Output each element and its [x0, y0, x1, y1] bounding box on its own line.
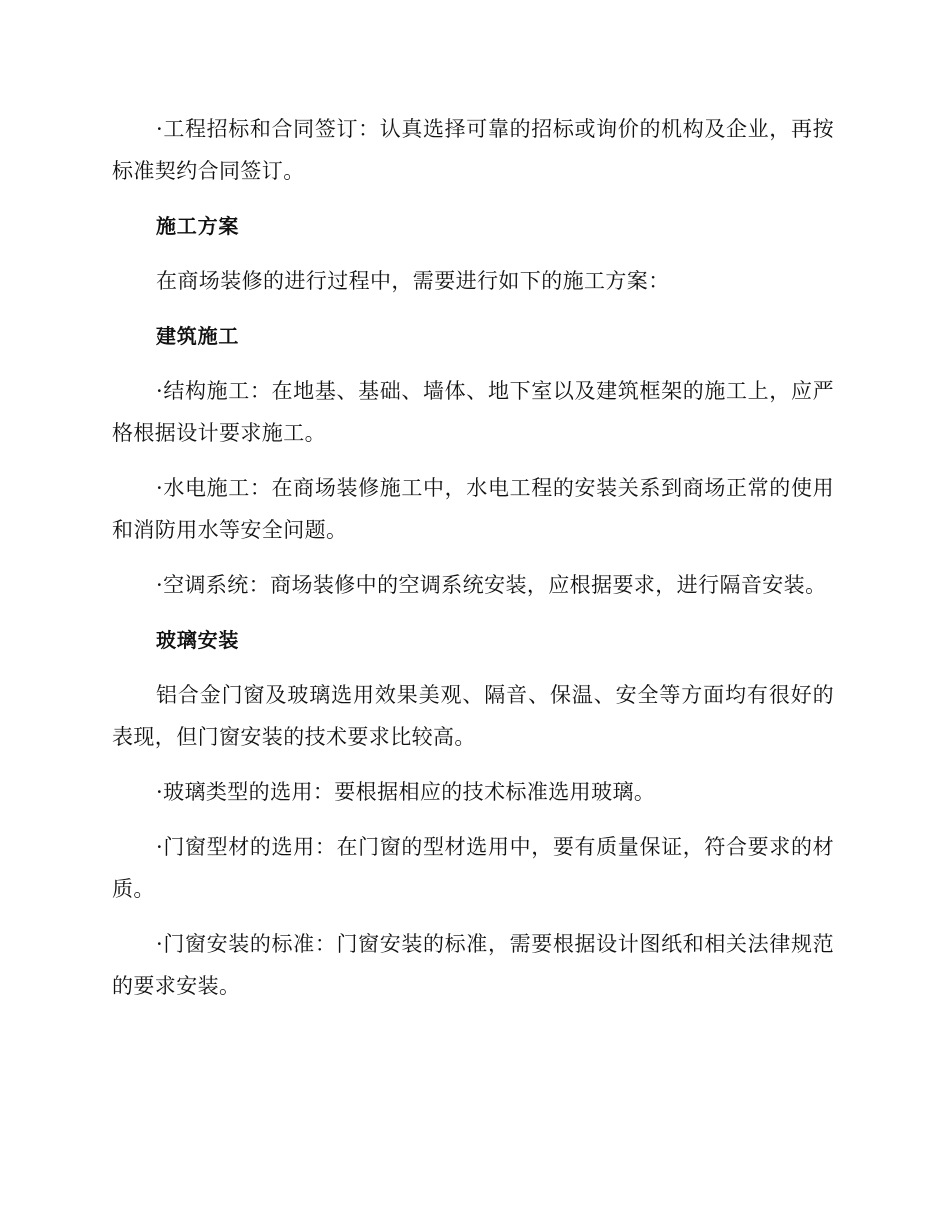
- document-body: [112, 108, 834, 1020]
- paragraph-window-standard: ·门窗安装的标准：门窗安装的标准，需要根据设计图纸和相关法律规范的要求安装。: [112, 932, 834, 998]
- paragraph-bidding-contract: ·工程招标和合同签订：认真选择可靠的招标或询价的机构及企业，再按标准契约合同签订。: [112, 117, 834, 183]
- paragraph-aluminum-windows: 铝合金门窗及玻璃选用效果美观、隔音、保温、安全等方面均有很好的表现，但门窗安装的技术要求比较高。: [112, 683, 834, 749]
- paragraph-window-profile: ·门窗型材的选用：在门窗的型材选用中，要有质量保证，符合要求的材质。: [112, 835, 834, 901]
- paragraph-structure-construction: ·结构施工：在地基、基础、墙体、地下室以及建筑框架的施工上，应严格根据设计要求施工。: [112, 379, 834, 445]
- paragraph-glass-type: ·玻璃类型的选用：要根据相应的技术标准选用玻璃。: [156, 780, 656, 804]
- heading-building-construction: 建筑施工: [156, 324, 240, 348]
- heading-glass-installation: 玻璃安装: [156, 628, 240, 652]
- paragraph-plumbing-electrical: ·水电施工：在商场装修施工中，水电工程的安装关系到商场正常的使用和消防用水等安全问题。: [112, 476, 834, 542]
- heading-construction-plan: 施工方案: [156, 214, 240, 238]
- paragraph-air-conditioning: ·空调系统：商场装修中的空调系统安装，应根据要求，进行隔音安装。: [156, 573, 827, 597]
- paragraph-plan-intro: 在商场装修的进行过程中，需要进行如下的施工方案：: [156, 269, 670, 293]
